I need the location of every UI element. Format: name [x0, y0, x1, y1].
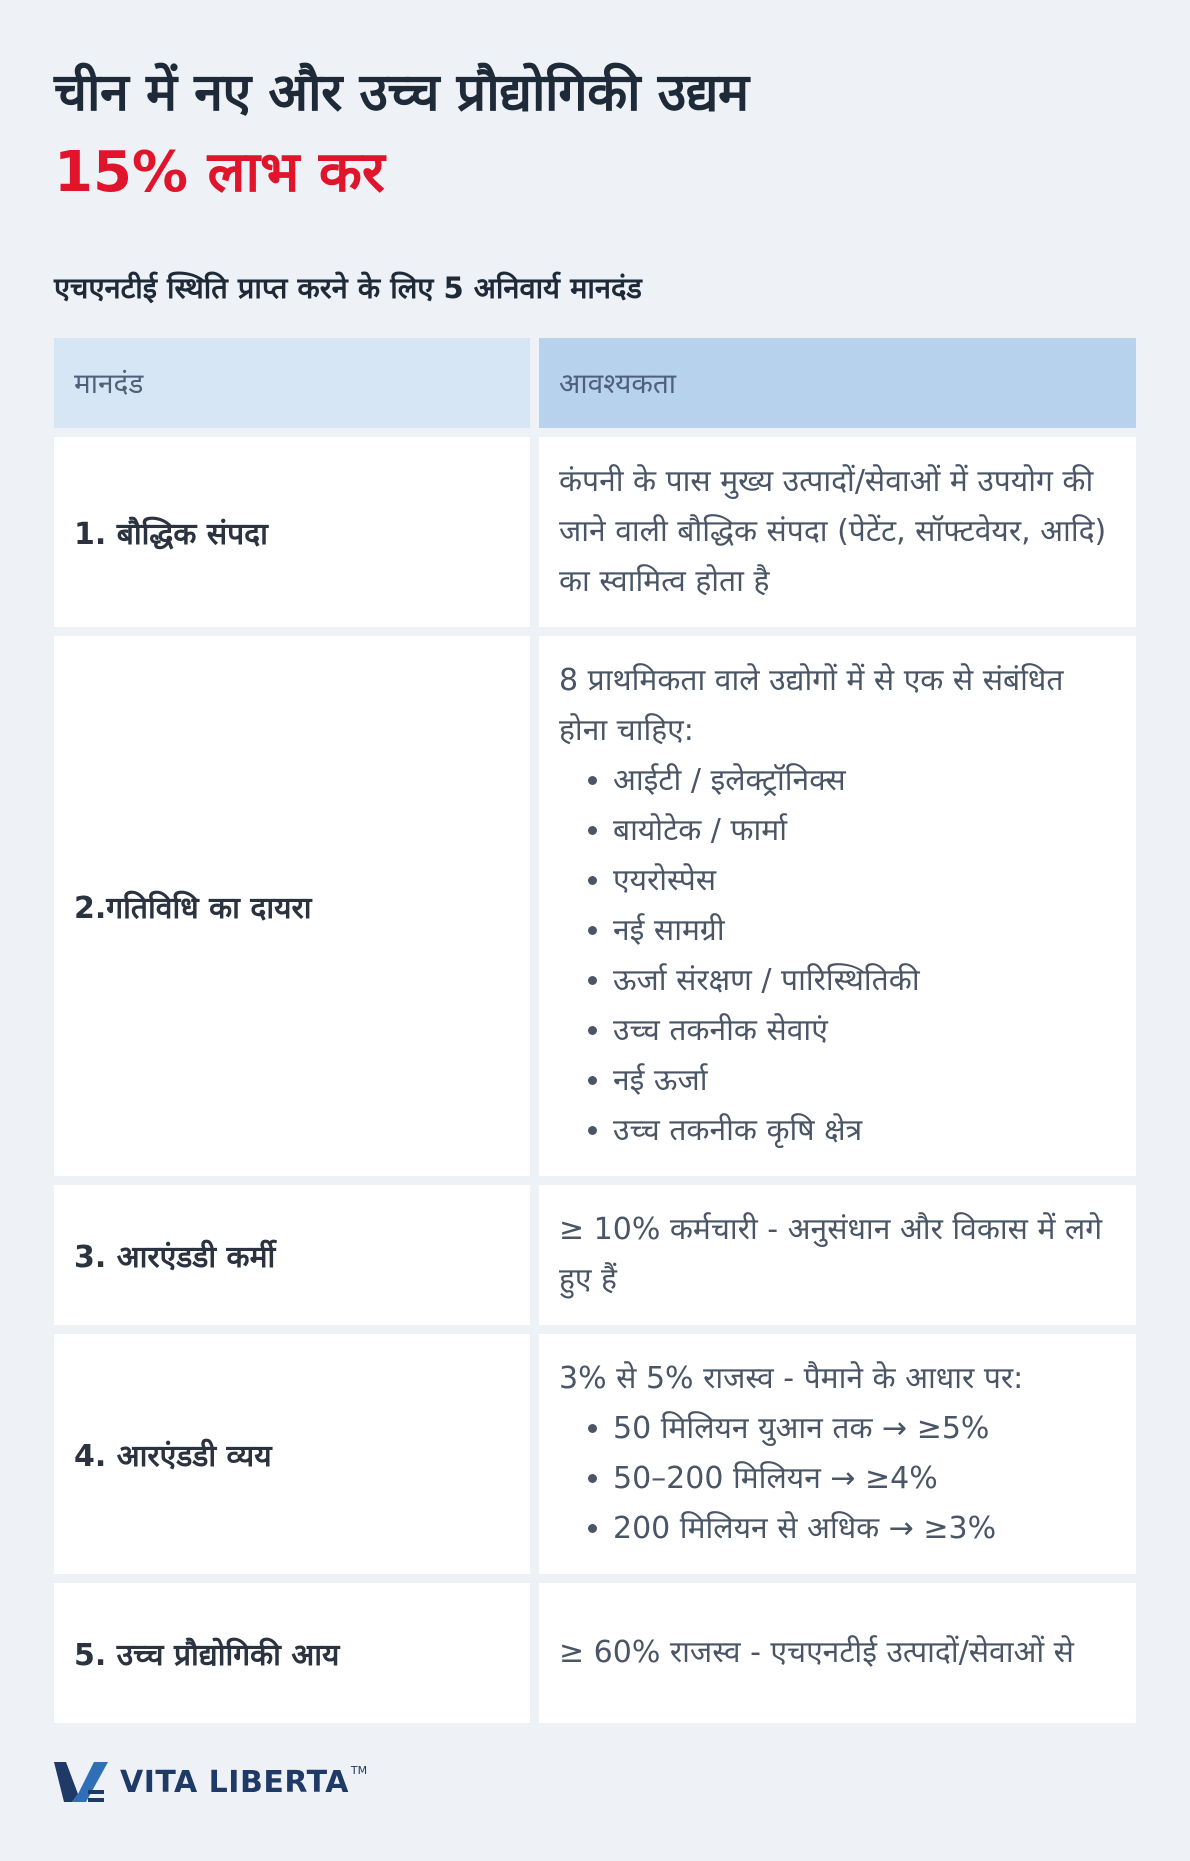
list-item: • बायोटेक / फार्मा [613, 806, 1116, 856]
table-caption: एचएनटीई स्थिति प्राप्त करने के लिए 5 अनिवार्य मानदंड [54, 271, 642, 305]
vita-liberta-logo-icon [54, 1760, 110, 1804]
header-label-criterion: मानदंड [74, 367, 144, 400]
trademark-mark: TM [350, 1763, 368, 1777]
criteria-table [54, 338, 1136, 1732]
header-cell-requirement [539, 338, 1136, 428]
table-row [54, 1334, 1136, 1574]
requirement-cell [539, 1185, 1136, 1325]
requirement-content [559, 1354, 1023, 1554]
table-header-row [54, 338, 1136, 428]
spend-tier-list [559, 1404, 1023, 1554]
industry-list [559, 756, 1116, 1156]
criterion-label: 5. उच्च प्रौद्योगिकी आय [74, 1637, 340, 1673]
requirement-content [559, 1628, 1074, 1678]
list-item: • 50 मिलियन युआन तक → ≥5% [613, 1404, 1023, 1454]
criterion-label: 1. बौद्धिक संपदा [74, 516, 268, 552]
page-title: चीन में नए और उच्च प्रौद्योगिकी उद्यम [54, 63, 749, 123]
requirement-text: कंपनी के पास मुख्य उत्पादों/सेवाओं में उपयोग की जाने वाली बौद्धिक संपदा (पेटेंट, सॉफ्टवेयर, आदि) का स्वामित्व होता है [559, 464, 1107, 599]
requirement-cell [539, 437, 1136, 627]
brand-name: VITA LIBERTA [120, 1764, 349, 1800]
brand-logo [54, 1760, 367, 1804]
header-cell-criterion [54, 338, 530, 428]
page-title-highlight: 15% लाभ कर [54, 140, 385, 205]
table-row [54, 1583, 1136, 1723]
list-item: • नई सामग्री [613, 906, 1116, 956]
criterion-label: 4. आरएंडडी व्यय [74, 1438, 272, 1474]
requirement-content [559, 1205, 1116, 1305]
table-row [54, 437, 1136, 627]
list-item: • नई ऊर्जा [613, 1056, 1116, 1106]
list-item: • 50–200 मिलियन → ≥4% [613, 1454, 1023, 1504]
requirement-content [559, 656, 1116, 1156]
list-item: • आईटी / इलेक्ट्रॉनिक्स [613, 756, 1116, 806]
list-item: • उच्च तकनीक कृषि क्षेत्र [613, 1106, 1116, 1156]
requirement-text: 3% से 5% राजस्व - पैमाने के आधार पर: [559, 1361, 1024, 1396]
requirement-cell [539, 1334, 1136, 1574]
criterion-cell [54, 1583, 530, 1723]
list-item: • उच्च तकनीक सेवाएं [613, 1006, 1116, 1056]
criterion-cell [54, 1334, 530, 1574]
requirement-text: 8 प्राथमिकता वाले उद्योगों में से एक से संबंधित होना चाहिए: [559, 663, 1064, 748]
requirement-text: ≥ 60% राजस्व - एचएनटीई उत्पादों/सेवाओं से [559, 1635, 1074, 1670]
table-row [54, 636, 1136, 1176]
header-label-requirement: आवश्यकता [559, 367, 677, 400]
criterion-label: 2.गतिविधि का दायरा [74, 890, 312, 926]
requirement-cell [539, 1583, 1136, 1723]
list-item: • 200 मिलियन से अधिक → ≥3% [613, 1504, 1023, 1554]
requirement-text: ≥ 10% कर्मचारी - अनुसंधान और विकास में लगे हुए हैं [559, 1212, 1103, 1297]
criterion-cell [54, 437, 530, 627]
criterion-cell [54, 1185, 530, 1325]
list-item: • एयरोस्पेस [613, 856, 1116, 906]
requirement-content [559, 457, 1116, 607]
table-row [54, 1185, 1136, 1325]
criterion-label: 3. आरएंडडी कर्मी [74, 1239, 276, 1275]
criterion-cell [54, 636, 530, 1176]
requirement-cell [539, 636, 1136, 1176]
list-item: • ऊर्जा संरक्षण / पारिस्थितिकी [613, 956, 1116, 1006]
